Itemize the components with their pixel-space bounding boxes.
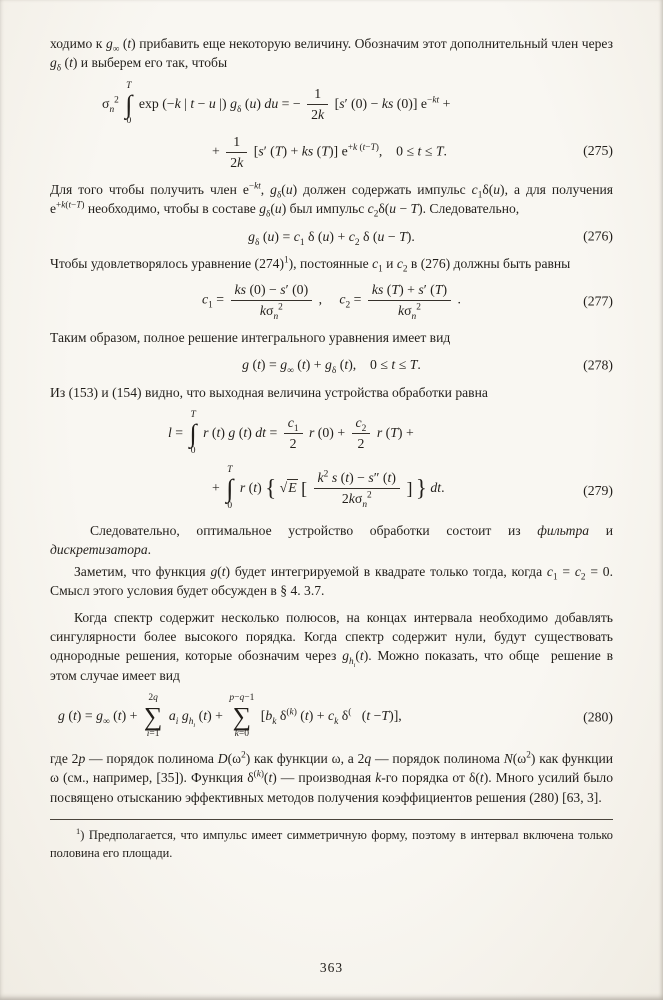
equation-277 (50, 282, 613, 322)
equation-line: $g_\delta$ $(u) = c_1$ δ $(u) + c_2$ δ (u − T). (248, 228, 415, 248)
equation-line: + $\frac{1}{2k}$ [s′ (T) + ks (T)] $e^{+k (t-T)}$, 0 ≤ t ≤ T. (212, 134, 447, 171)
paragraph-impulse: Для того чтобы получить член $e^{-kt}$, $g_\delta(u)$ должен содержать импульс $c_1\delta(u)$, а для получения $e^{+k(t-T)}$ необходимо, чтобы в составе $g_\delta(u)$ был импульс $c_2\delta(u - T)$. Следовательно, (50, 180, 614, 220)
footnote-divider (50, 819, 613, 820)
page-number: 363 (319, 960, 344, 975)
equation-line: $c_1$ = ks (0) − s′ (0) $k\sigma_n^2$ , $c_2$ = ks (T) + s′ (T) $k\sigma_n^2$ . (202, 282, 461, 322)
equation-line: g $(t) = g_\infty$ (t) + 2q ∑ i=1 $a_i$ $g_{h_i}$ (t) + p−q−1 ∑ k=0 [$b_k$ $\delta^{(k)}$ $(t) + c_k$ δ( (t −T)], (58, 693, 402, 740)
equation-line: l = T ∫ 0 r (t) g (t) dt = $\frac{c_1}{2}$ r (0) + $\frac{c_2}{2}$ r (T) + (168, 409, 414, 456)
footnote: $^1$) Предполагается, что импульс имеет симметричную форму, поэтому в интервал включена только половина его площади. (50, 825, 613, 860)
equation-278 (50, 356, 613, 377)
equation-279 (50, 411, 613, 512)
paragraph-full-solution: Таким образом, полное решение интегрального уравнения имеет вид (50, 330, 451, 345)
paragraph-polynomial-orders: где 2p — порядок полинома $D(\omega^2)$ как функции ω, а 2q — порядок полинома $N(\omega^2)$ как функции ω (см., например, [35]). Функция $\delta^{(k)}(t)$ — производная k-го порядка от δ(t). Много усилий было посвящено отысканию эффективных методов получения коэффициентов решения (280) [63, 3]. (50, 749, 614, 805)
equation-number: (277) (583, 293, 613, 309)
equation-number: (275) (583, 142, 613, 158)
equation-line: $\sigma_n^2$ T ∫ 0 exp (−k | t − u |) $g_\delta$ (u) du = − $\frac{1}{2k}$ [s′ (0) − ks (0)] $e^{-kt}$ + (102, 80, 451, 127)
text-column (50, 34, 613, 807)
paragraph-intro: ходимо к $g_\infty$ (t) прибавить еще некоторую величину. Обозначим этот дополнительный член через $g_\delta$ (t) и выберем его так, чтобы (50, 36, 613, 74)
equation-275 (50, 82, 613, 172)
paragraph-output-value: Из (153) и (154) видно, что выходная величина устройства обработки равна (50, 384, 488, 400)
equation-280 (50, 694, 613, 740)
equation-line: + T ∫ 0 r (t) { √E [ $k^2$ s (t) − s″ (t) $2k\sigma_n^2$ ] } dt. (212, 464, 445, 511)
equation-number: (279) (583, 483, 613, 499)
paragraph-spectrum-poles: Когда спектр содержит несколько полюсов, на концах интервала необходимо добавлять сингулярности более высокого порядка. Когда спектр содержит нули, будут существовать однородные решения, которые обозначим через $g_{h_i}(t)$. Можно показать, что обще решение в этом случае имеет вид (50, 609, 614, 683)
equation-number: (276) (583, 228, 613, 244)
equation-number: (280) (583, 709, 613, 725)
paragraph-square-integrable: Заметим, что функция g(t) будет интегрируемой в квадрате только тогда, когда $c_1 = c_2 = 0$. Смысл этого условия будет обсужден в § 4. 3.7. (50, 564, 613, 599)
paragraph-filter-sampler: Следовательно, оптимальное устройство обработки состоит из фильтра и дискретизатора. (50, 522, 613, 557)
paragraph-constants: Чтобы удовлетворялось уравнение $(274)^1$), постоянные $c_1$ и $c_2$ в (276) должны быть равны (50, 254, 571, 274)
equation-number: (278) (583, 357, 613, 373)
equation-line: g $(t) = g_\infty$ $(t) + g_\delta$ (t), 0 ≤ t ≤ T. (242, 357, 421, 377)
equation-276 (50, 228, 613, 248)
